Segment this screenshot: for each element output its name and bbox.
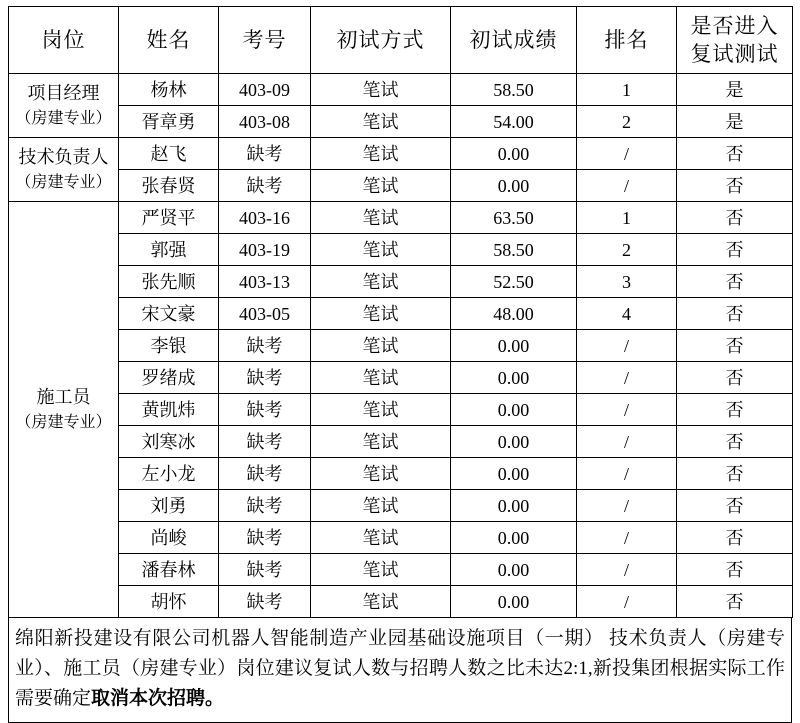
cell-method: 笔试 [311, 330, 451, 362]
column-header-post: 岗位 [9, 7, 119, 74]
table-row [9, 266, 793, 298]
cell-enter: 否 [677, 362, 793, 394]
cell-rank: / [577, 554, 677, 586]
cell-name: 李银 [119, 330, 219, 362]
cell-exam-no: 缺考 [219, 458, 311, 490]
cell-exam-no: 缺考 [219, 522, 311, 554]
cell-rank: 4 [577, 298, 677, 330]
cell-exam-no: 缺考 [219, 490, 311, 522]
cell-exam-no: 403-16 [219, 202, 311, 234]
cell-rank: / [577, 586, 677, 618]
table-row [9, 170, 793, 202]
footnote [8, 618, 792, 723]
table-row [9, 586, 793, 618]
table-row [9, 138, 793, 170]
cell-name: 刘寒冰 [119, 426, 219, 458]
table-row [9, 74, 793, 106]
cell-method: 笔试 [311, 234, 451, 266]
column-header-method: 初试方式 [311, 7, 451, 74]
cell-enter: 否 [677, 490, 793, 522]
cell-method: 笔试 [311, 298, 451, 330]
footnote-emphasis: 取消本次招聘。 [91, 688, 225, 709]
cell-method: 笔试 [311, 202, 451, 234]
cell-name: 胥章勇 [119, 106, 219, 138]
post-cell: 项目经理 （房建专业） [9, 74, 119, 138]
cell-name: 潘春林 [119, 554, 219, 586]
cell-name: 宋文豪 [119, 298, 219, 330]
table-row [9, 330, 793, 362]
cell-rank: / [577, 330, 677, 362]
cell-name: 张先顺 [119, 266, 219, 298]
cell-enter: 否 [677, 138, 793, 170]
cell-rank: 2 [577, 106, 677, 138]
cell-name: 郭强 [119, 234, 219, 266]
cell-exam-no: 403-09 [219, 74, 311, 106]
cell-enter: 是 [677, 74, 793, 106]
table-row [9, 490, 793, 522]
cell-rank: 2 [577, 234, 677, 266]
column-header-enter: 是否进入 复试测试 [677, 7, 793, 74]
cell-method: 笔试 [311, 554, 451, 586]
cell-exam-no: 缺考 [219, 138, 311, 170]
cell-name: 黄凯炜 [119, 394, 219, 426]
cell-method: 笔试 [311, 426, 451, 458]
cell-score: 0.00 [451, 586, 577, 618]
cell-rank: 1 [577, 202, 677, 234]
cell-rank: / [577, 138, 677, 170]
cell-enter: 否 [677, 554, 793, 586]
cell-enter: 否 [677, 234, 793, 266]
cell-enter: 否 [677, 426, 793, 458]
cell-enter: 否 [677, 522, 793, 554]
cell-rank: 1 [577, 74, 677, 106]
cell-method: 笔试 [311, 586, 451, 618]
cell-name: 严贤平 [119, 202, 219, 234]
cell-rank: / [577, 426, 677, 458]
cell-enter: 否 [677, 394, 793, 426]
cell-score: 48.00 [451, 298, 577, 330]
cell-exam-no: 403-13 [219, 266, 311, 298]
cell-enter: 否 [677, 202, 793, 234]
column-header-score: 初试成绩 [451, 7, 577, 74]
table-row [9, 554, 793, 586]
cell-method: 笔试 [311, 458, 451, 490]
cell-method: 笔试 [311, 138, 451, 170]
table-row [9, 106, 793, 138]
column-header-rank: 排名 [577, 7, 677, 74]
cell-name: 赵飞 [119, 138, 219, 170]
cell-score: 0.00 [451, 138, 577, 170]
cell-enter: 否 [677, 458, 793, 490]
cell-score: 0.00 [451, 426, 577, 458]
table-row [9, 458, 793, 490]
cell-score: 0.00 [451, 458, 577, 490]
cell-exam-no: 缺考 [219, 170, 311, 202]
cell-name: 杨林 [119, 74, 219, 106]
cell-rank: / [577, 170, 677, 202]
table-row [9, 394, 793, 426]
cell-rank: / [577, 522, 677, 554]
cell-score: 0.00 [451, 362, 577, 394]
cell-score: 54.00 [451, 106, 577, 138]
table-header [9, 7, 793, 74]
cell-method: 笔试 [311, 522, 451, 554]
cell-name: 胡怀 [119, 586, 219, 618]
cell-score: 0.00 [451, 330, 577, 362]
cell-name: 刘勇 [119, 490, 219, 522]
cell-score: 0.00 [451, 490, 577, 522]
cell-exam-no: 403-08 [219, 106, 311, 138]
cell-exam-no: 缺考 [219, 330, 311, 362]
exam-results-table [8, 6, 793, 618]
cell-rank: / [577, 458, 677, 490]
table-body [9, 74, 793, 618]
cell-name: 张春贤 [119, 170, 219, 202]
cell-score: 0.00 [451, 394, 577, 426]
cell-method: 笔试 [311, 266, 451, 298]
cell-rank: / [577, 362, 677, 394]
cell-rank: / [577, 394, 677, 426]
cell-enter: 否 [677, 586, 793, 618]
footnote-text: 绵阳新投建设有限公司机器人智能制造产业园基础设施项目（一期） 技术负责人（房建专业）、施工员（房建专业）岗位建议复试人数与招聘人数之比未达2:1,新投集团根据实际工作需要确定 [15, 628, 785, 709]
cell-score: 63.50 [451, 202, 577, 234]
cell-method: 笔试 [311, 74, 451, 106]
cell-method: 笔试 [311, 490, 451, 522]
cell-exam-no: 缺考 [219, 394, 311, 426]
cell-exam-no: 403-19 [219, 234, 311, 266]
table-row [9, 234, 793, 266]
cell-method: 笔试 [311, 170, 451, 202]
column-header-exam-no: 考号 [219, 7, 311, 74]
cell-enter: 是 [677, 106, 793, 138]
header-row [9, 7, 793, 74]
table-row [9, 426, 793, 458]
table-row [9, 202, 793, 234]
cell-score: 0.00 [451, 170, 577, 202]
table-row [9, 522, 793, 554]
cell-method: 笔试 [311, 106, 451, 138]
cell-name: 左小龙 [119, 458, 219, 490]
post-cell: 技术负责人 （房建专业） [9, 138, 119, 202]
cell-name: 罗绪成 [119, 362, 219, 394]
cell-exam-no: 缺考 [219, 586, 311, 618]
cell-score: 58.50 [451, 74, 577, 106]
column-header-name: 姓名 [119, 7, 219, 74]
cell-exam-no: 缺考 [219, 426, 311, 458]
cell-exam-no: 缺考 [219, 362, 311, 394]
post-cell: 施工员 （房建专业） [9, 202, 119, 618]
cell-enter: 否 [677, 266, 793, 298]
cell-exam-no: 403-05 [219, 298, 311, 330]
table-row [9, 362, 793, 394]
cell-enter: 否 [677, 330, 793, 362]
cell-enter: 否 [677, 170, 793, 202]
cell-score: 52.50 [451, 266, 577, 298]
cell-score: 58.50 [451, 234, 577, 266]
cell-score: 0.00 [451, 522, 577, 554]
cell-enter: 否 [677, 298, 793, 330]
cell-rank: / [577, 490, 677, 522]
cell-score: 0.00 [451, 554, 577, 586]
cell-exam-no: 缺考 [219, 554, 311, 586]
table-row [9, 298, 793, 330]
cell-method: 笔试 [311, 362, 451, 394]
cell-rank: 3 [577, 266, 677, 298]
cell-method: 笔试 [311, 394, 451, 426]
cell-name: 尚峻 [119, 522, 219, 554]
